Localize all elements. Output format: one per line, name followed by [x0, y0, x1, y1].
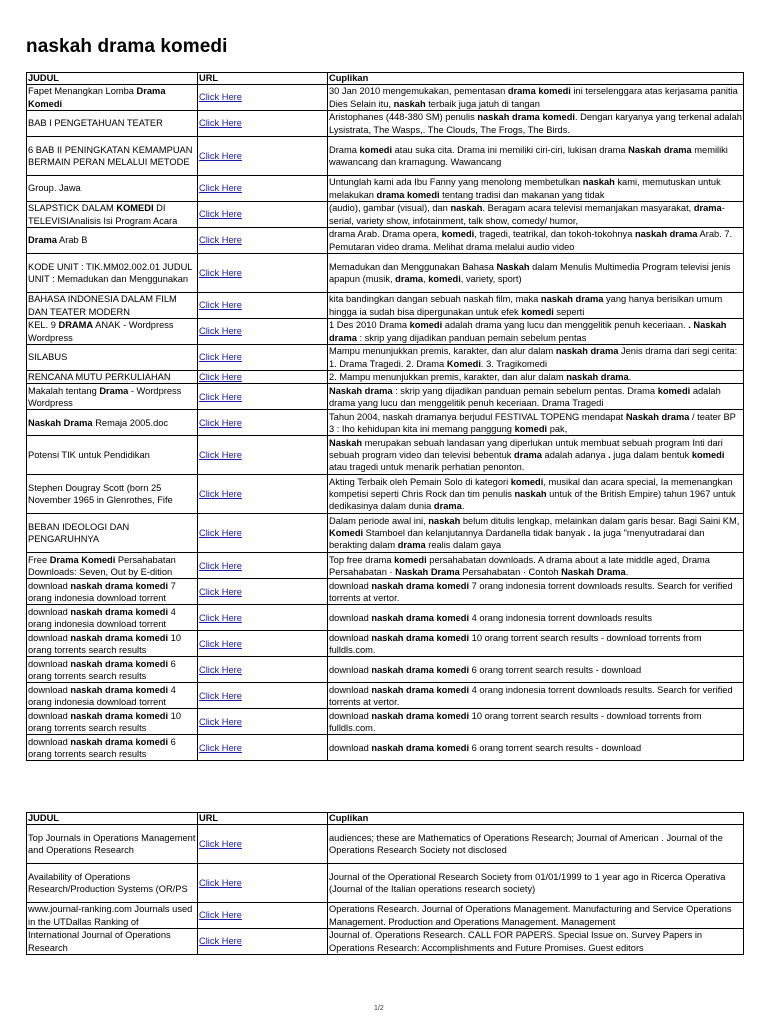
header-url: URL	[198, 73, 328, 85]
click-here-link[interactable]: Click Here	[199, 235, 242, 246]
result-url-cell	[198, 579, 328, 605]
table-row	[27, 475, 744, 514]
result-url-cell	[198, 553, 328, 579]
click-here-link[interactable]: Click Here	[199, 118, 242, 129]
result-snippet: download naskah drama komedi 6 orang torrent search results - download	[328, 657, 744, 683]
table-header-row	[27, 73, 744, 85]
click-here-link[interactable]: Click Here	[199, 372, 242, 382]
result-snippet: Naskah merupakan sebuah landasan yang diperlukan untuk membuat sebuah program Inti dari sebuah program video dan televisi bebentuk drama adalah adanya . juga dalam bentuk komedi atau tragedi untuk menarik perhatian penonton.	[328, 436, 744, 475]
click-here-link[interactable]: Click Here	[199, 267, 242, 278]
result-title: KODE UNIT : TIK.MM02.002.01 JUDUL UNIT : Memadukan dan Menggunakan	[27, 254, 198, 293]
result-url-cell	[198, 410, 328, 436]
results-table-2	[26, 812, 744, 955]
header-url: URL	[198, 813, 328, 825]
result-title: KEL. 9 DRAMA ANAK - Wordpress Wordpress	[27, 319, 198, 345]
table-row	[27, 371, 744, 384]
result-url-cell	[198, 202, 328, 228]
table-row	[27, 293, 744, 319]
result-snippet: drama Arab. Drama opera, komedi, tragedi, teatrikal, dan tokoh-tokohnya naskah drama Arab. 7. Pemutaran video drama. Melihat drama melalui audio video	[328, 228, 744, 254]
result-title: download naskah drama komedi 4 orang indonesia download torrent	[27, 605, 198, 631]
click-here-link[interactable]: Click Here	[199, 586, 242, 597]
result-url-cell	[198, 111, 328, 137]
result-title: Stephen Dougray Scott (born 25 November 1965 in Glenrothes, Fife	[27, 475, 198, 514]
table-row	[27, 228, 744, 254]
result-title: SILABUS	[27, 345, 198, 371]
result-title: Availability of Operations Research/Production Systems (OR/PS	[27, 864, 198, 903]
result-url-cell	[198, 903, 328, 929]
result-snippet: Drama komedi atau suka cita. Drama ini memiliki ciri-ciri, lukisan drama Naskah drama memiliki wawancang dan kramagung. Wawancang	[328, 137, 744, 176]
click-here-link[interactable]: Click Here	[199, 838, 242, 849]
result-title: Free Drama Komedi Persahabatan Downloads: Seven, Out by E-dition	[27, 553, 198, 579]
result-title: BAB I PENGETAHUAN TEATER	[27, 111, 198, 137]
table-row	[27, 319, 744, 345]
table-row	[27, 709, 744, 735]
result-title: download naskah drama komedi 10 orang torrents search results	[27, 631, 198, 657]
result-snippet: Tahun 2004, naskah dramanya berjudul FESTIVAL TOPENG mendapat Naskah drama / teater BP 3 : Iho kehidupan kita ini memang panggung komedi pak,	[328, 410, 744, 436]
result-title: Fapet Menangkan Lomba Drama Komedi	[27, 85, 198, 111]
result-snippet: download naskah drama komedi 4 orang indonesia torrent downloads results	[328, 605, 744, 631]
table-row	[27, 111, 744, 137]
click-here-link[interactable]: Click Here	[199, 326, 242, 337]
result-snippet: Memadukan dan Menggunakan Bahasa Naskah dalam Menulis Multimedia Program televisi jenis apapun (musik, drama, komedi, variety, sport)	[328, 254, 744, 293]
result-url-cell	[198, 605, 328, 631]
click-here-link[interactable]: Click Here	[199, 489, 242, 500]
result-title: RENCANA MUTU PERKULIAHAN	[27, 371, 198, 384]
click-here-link[interactable]: Click Here	[199, 450, 242, 461]
result-url-cell	[198, 825, 328, 864]
result-title: download naskah drama komedi 6 orang torrents search results	[27, 735, 198, 761]
table-row	[27, 137, 744, 176]
result-url-cell	[198, 864, 328, 903]
result-snippet: 2. Mampu menunjukkan premis, karakter, dan alur dalam naskah drama.	[328, 371, 744, 384]
click-here-link[interactable]: Click Here	[199, 690, 242, 701]
result-title: download naskah drama komedi 10 orang torrents search results	[27, 709, 198, 735]
result-url-cell	[198, 319, 328, 345]
result-snippet: download naskah drama komedi 6 orang torrent search results - download	[328, 735, 744, 761]
page-number: 1/2	[374, 1005, 384, 1012]
result-snippet: 1 Des 2010 Drama komedi adalah drama yang lucu dan menggelitik penuh keceriaan. . Naskah drama : skrip yang dijadikan panduan pemain sebelum pentas	[328, 319, 744, 345]
result-snippet: Operations Research. Journal of Operations Management. Manufacturing and Service Operations Management. Production and Operations Management. Management	[328, 903, 744, 929]
results-table-1	[26, 72, 744, 761]
click-here-link[interactable]: Click Here	[199, 183, 242, 194]
header-cuplikan: Cuplikan	[328, 73, 744, 85]
table-row	[27, 384, 744, 410]
result-title: download naskah drama komedi 6 orang torrents search results	[27, 657, 198, 683]
result-title: Makalah tentang Drama - Wordpress Wordpress	[27, 384, 198, 410]
table-row	[27, 436, 744, 475]
click-here-link[interactable]: Click Here	[199, 300, 242, 311]
header-judul: JUDUL	[27, 73, 198, 85]
table-row	[27, 657, 744, 683]
result-snippet: 30 Jan 2010 mengemukakan, pementasan drama komedi ini terselenggara atas kerjasama panitia Dies Selain itu, naskah terbaik juga jatuh di tangan	[328, 85, 744, 111]
click-here-link[interactable]: Click Here	[199, 150, 242, 161]
result-url-cell	[198, 228, 328, 254]
table-row	[27, 605, 744, 631]
result-snippet: download naskah drama komedi 10 orang torrent search results - download torrents from fulldls.com.	[328, 709, 744, 735]
table-header-row	[27, 813, 744, 825]
table-row	[27, 514, 744, 553]
click-here-link[interactable]: Click Here	[199, 560, 242, 571]
result-snippet: Journal of. Operations Research. CALL FOR PAPERS. Special Issue on. Survey Papers in Operations Research: Accomplishments and Future Promises. Guest editors	[328, 929, 744, 955]
result-url-cell	[198, 254, 328, 293]
table-row	[27, 254, 744, 293]
click-here-link[interactable]: Click Here	[199, 417, 242, 428]
result-title: International Journal of Operations Research	[27, 929, 198, 955]
result-title: www.journal-ranking.com Journals used in the UTDallas Ranking of	[27, 903, 198, 929]
result-url-cell	[198, 657, 328, 683]
result-url-cell	[198, 514, 328, 553]
result-title: BEBAN IDEOLOGI DAN PENGARUHNYA	[27, 514, 198, 553]
result-url-cell	[198, 683, 328, 709]
result-snippet: Aristophanes (448-380 SM) penulis naskah drama komedi. Dengan karyanya yang terkenal adalah Lysistrata, The Wasps,. The Clouds, The Frogs, The Birds.	[329, 112, 742, 135]
result-url-cell	[198, 929, 328, 955]
result-url-cell	[198, 345, 328, 371]
table-row	[27, 864, 744, 903]
table-row	[27, 929, 744, 955]
result-url-cell	[198, 735, 328, 761]
result-title: Group. Jawa	[27, 176, 198, 202]
result-title: 6 BAB II PENINGKATAN KEMAMPUAN BERMAIN PERAN MELALUI METODE	[27, 137, 198, 176]
result-snippet: Naskah drama : skrip yang dijadikan panduan pemain sebelum pentas. Drama komedi adalah drama yang lucu dan menggelitik penuh keceriaan. Drama Tragedi	[328, 384, 744, 410]
result-snippet: download naskah drama komedi 10 orang torrent search results - download torrents from fulldls.com.	[328, 631, 744, 657]
table-row	[27, 176, 744, 202]
result-title: Drama Arab B	[27, 228, 198, 254]
click-here-link[interactable]: Click Here	[199, 92, 242, 103]
result-snippet: Untunglah kami ada Ibu Fanny yang menolong membetulkan naskah kami, memutuskan untuk melakukan drama komedi tentang tradisi dan makanan yang tidak	[328, 176, 744, 202]
result-snippet: Dalam periode awal ini, naskah belum ditulis lengkap, melainkan dalam garis besar. Bagi Saini KM, Komedi Stamboel dan kelanjutannya Dardanella tidak banyak . Ia juga "menyutradarai dan berakting dalam drama realis dalam gaya	[328, 514, 744, 553]
result-title: Potensi TIK untuk Pendidikan	[27, 436, 198, 475]
result-title: Top Journals in Operations Management and Operations Research	[27, 825, 198, 864]
result-snippet: audiences; these are Mathematics of Operations Research; Journal of American . Journal of the Operations Research Society not disclosed	[328, 825, 744, 864]
click-here-link[interactable]: Click Here	[199, 528, 242, 539]
table-row	[27, 579, 744, 605]
click-here-link[interactable]: Click Here	[199, 936, 242, 947]
table-row	[27, 903, 744, 929]
result-url-cell	[198, 709, 328, 735]
click-here-link[interactable]: Click Here	[199, 391, 242, 402]
result-snippet: (audio), gambar (visual), dan naskah. Beragam acara televisi memanjakan masyarakat, drama-serial, variety show, infotainment, talk show, comedy/ humor,	[328, 202, 744, 228]
click-here-link[interactable]: Click Here	[199, 716, 242, 727]
result-url-cell	[198, 384, 328, 410]
result-snippet: Mampu menunjukkan premis, karakter, dan alur dalam naskah drama Jenis drama dari segi cerita: 1. Drama Tragedi. 2. Drama Komedi. 3. Tragikomedi	[328, 345, 744, 371]
result-snippet: Journal of the Operational Research Society from 01/01/1999 to 1 year ago in Ricerca Operativa (Journal of the Italian operations research society)	[328, 864, 744, 903]
click-here-link[interactable]: Click Here	[199, 742, 242, 753]
table-row	[27, 553, 744, 579]
result-snippet: download naskah drama komedi 4 orang indonesia torrent downloads results. Search for verified torrents at vertor.	[328, 683, 744, 709]
result-url-cell	[198, 293, 328, 319]
page-title: naskah drama komedi	[26, 36, 228, 57]
result-snippet: Akting Terbaik oleh Pemain Solo di kategori komedi, musikal dan acara special, Ia memenangkan kompetisi seperti Chris Rock dan tim penulis naskah untuk of the British Empire) tahun 1967 untuk dedikasinya dalam dunia drama.	[328, 475, 744, 514]
result-title: download naskah drama komedi 7 orang indonesia download torrent	[27, 579, 198, 605]
result-url-cell	[198, 631, 328, 657]
click-here-link[interactable]: Click Here	[199, 638, 242, 649]
table-row	[27, 345, 744, 371]
table-row	[27, 410, 744, 436]
click-here-link[interactable]: Click Here	[199, 612, 242, 623]
result-title: Naskah Drama Remaja 2005.doc	[27, 410, 198, 436]
result-title: SLAPSTICK DALAM KOMEDI DI TELEVISIAnalisis Isi Program Acara	[27, 202, 198, 228]
table-row	[27, 202, 744, 228]
header-judul: JUDUL	[27, 813, 198, 825]
result-url-cell	[198, 436, 328, 475]
table-row	[27, 85, 744, 111]
header-cuplikan: Cuplikan	[328, 813, 744, 825]
result-title: download naskah drama komedi 4 orang indonesia download torrent	[27, 683, 198, 709]
click-here-link[interactable]: Click Here	[199, 664, 242, 675]
click-here-link[interactable]: Click Here	[199, 910, 242, 921]
table-row	[27, 683, 744, 709]
result-url-cell	[198, 137, 328, 176]
result-title: BAHASA INDONESIA DALAM FILM DAN TEATER MODERN	[27, 293, 198, 319]
result-url-cell	[198, 176, 328, 202]
result-snippet: kita bandingkan dangan sebuah naskah film, maka naskah drama yang hanya berisikan umum hingga ia sudah bisa dipergunakan untuk efek komedi seperti	[328, 293, 744, 319]
table-row	[27, 631, 744, 657]
click-here-link[interactable]: Click Here	[199, 877, 242, 888]
result-url-cell	[198, 85, 328, 111]
click-here-link[interactable]: Click Here	[199, 352, 242, 363]
table-row	[27, 735, 744, 761]
result-url-cell	[198, 371, 328, 384]
result-url-cell	[198, 475, 328, 514]
result-snippet: Top free drama komedi persahabatan downloads. A drama about a late middle aged, Drama Persahabatan · Naskah Drama Persahabatan · Contoh Naskah Drama.	[328, 553, 744, 579]
click-here-link[interactable]: Click Here	[199, 209, 242, 220]
result-snippet: download naskah drama komedi 7 orang indonesia torrent downloads results. Search for verified torrents at vertor.	[328, 579, 744, 605]
table-row	[27, 825, 744, 864]
